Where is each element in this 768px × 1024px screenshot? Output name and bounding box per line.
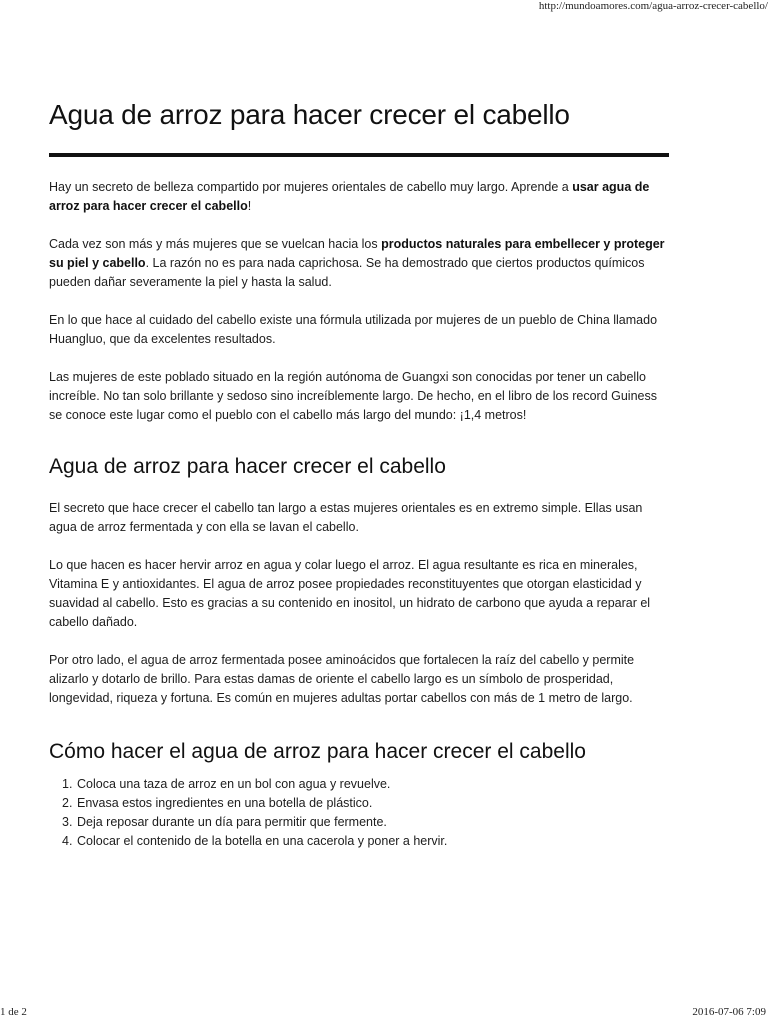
intro-p2-text-c: . La razón no es para nada caprichosa. Se ha demostrado que ciertos productos químicos pueden dañar severamente la piel y hasta la salud. — [49, 256, 645, 289]
step-text: Deja reposar durante un día para permitir que fermente. — [77, 815, 387, 829]
section1-paragraph-3: Por otro lado, el agua de arroz fermentada posee aminoácidos que fortalecen la raíz del cabello y permite alizarlo y dotarlo de brillo. Para estas damas de oriente el cabello largo es un símbolo de prosperidad, longevidad, riqueza y fortuna. Es común en mujeres adultas portar cabellos con más de 1 metro de largo. — [49, 653, 635, 705]
step-number: 2. — [62, 796, 73, 810]
step-number: 1. — [62, 777, 73, 791]
steps-list — [49, 775, 669, 851]
section1-paragraph-1: El secreto que hace crecer el cabello tan largo a estas mujeres orientales es en extremo simple. Ellas usan agua de arroz fermentada y con ella se lavan el cabello. — [49, 501, 643, 534]
intro-p2-bold: productos naturales para embellecer y proteger su piel y cabello — [49, 237, 665, 270]
intro-paragraph-4: Las mujeres de este poblado situado en la región autónoma de Guangxi son conocidas por tener un cabello increíble. No tan solo brillante y sedoso sino increíblemente largo. De hecho, en el libro de los record Guiness se conoce este lugar como el pueblo con el cabello más largo del mundo: ¡1,4 metros! — [49, 370, 657, 422]
list-item — [62, 794, 669, 813]
list-item — [62, 813, 669, 832]
step-text: Envasa estos ingredientes en una botella de plástico. — [77, 796, 373, 810]
print-page-number: 1 de 2 — [0, 1006, 27, 1018]
step-text: Coloca una taza de arroz en un bol con agua y revuelve. — [77, 777, 391, 791]
step-number: 3. — [62, 815, 73, 829]
print-date: 2016-07-06 7:09 — [692, 1006, 766, 1018]
intro-p1-bold: usar agua de arroz para hacer crecer el cabello — [49, 180, 650, 213]
intro-p2-text-a: Cada vez son más y más mujeres que se vuelcan hacia los — [49, 237, 382, 251]
print-url: http://mundoamores.com/agua-arroz-crecer-cabello/ — [538, 0, 768, 12]
section-heading-2: Cómo hacer el agua de arroz para hacer crecer el cabello — [49, 740, 586, 763]
section1-paragraph-2: Lo que hacen es hacer hervir arroz en agua y colar luego el arroz. El agua resultante es rica en minerales, Vitamina E y antioxidantes. El agua de arroz posee propiedades reconstituyentes que otorgan elasticidad y suavidad al cabello. Esto es gracias a su contenido en inositol, un hidrato de carbono que ayuda a reparar el cabello dañado. — [49, 558, 651, 629]
step-number: 4. — [62, 834, 73, 848]
list-item — [62, 832, 669, 851]
intro-p1-text-a: Hay un secreto de belleza compartido por mujeres orientales de cabello muy largo. Aprende a — [49, 180, 573, 194]
page-title: Agua de arroz para hacer crecer el cabello — [49, 99, 570, 130]
article — [49, 94, 669, 851]
section-heading-1: Agua de arroz para hacer crecer el cabello — [49, 455, 446, 478]
step-text: Colocar el contenido de la botella en una cacerola y poner a hervir. — [77, 834, 448, 848]
intro-p1-text-c: ! — [247, 199, 252, 213]
intro-paragraph-2 — [49, 235, 669, 292]
intro-paragraph-1 — [49, 178, 669, 216]
intro-paragraph-3: En lo que hace al cuidado del cabello existe una fórmula utilizada por mujeres de un pueblo de China llamado Huangluo, que da excelentes resultados. — [49, 313, 658, 346]
list-item — [62, 775, 669, 794]
title-divider — [49, 153, 669, 157]
